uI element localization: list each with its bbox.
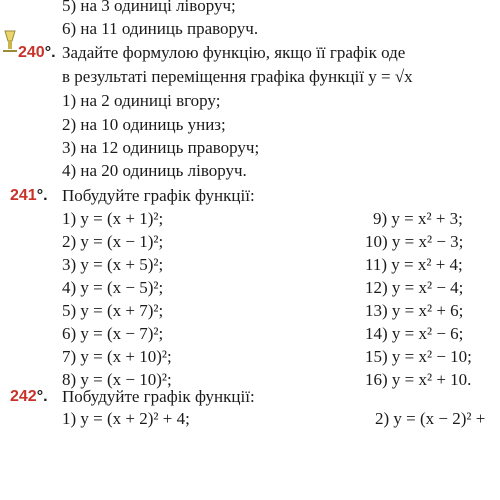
exercise-242-number: 242°. <box>10 388 48 405</box>
exercise-242-title: Побудуйте графік функції: <box>62 387 255 406</box>
exercise-241-right-item: 9) y = x² + 3; <box>373 209 463 228</box>
exercise-241-left-item: 7) y = (x + 10)²; <box>62 347 172 366</box>
exercise-241-right-item: 12) y = x² − 4; <box>365 278 464 297</box>
exercise-241-left-item: 3) y = (x + 5)²; <box>62 255 164 274</box>
exercise-241-right-item: 14) y = x² − 6; <box>365 324 464 343</box>
exercise-241-left-item: 1) y = (x + 1)²; <box>62 209 164 228</box>
exercise-241-left-item: 5) y = (x + 7)²; <box>62 301 164 320</box>
exercise-241-right-item: 16) y = x² + 10. <box>365 370 472 389</box>
prev-item-6: 6) на 11 одиниць праворуч. <box>62 19 259 38</box>
exercise-241-title: Побудуйте графік функції: <box>62 186 255 205</box>
exercise-240-item-4: 4) на 20 одиниць ліворуч. <box>62 161 247 180</box>
lamp-icon <box>2 29 18 55</box>
exercise-240-item-1: 1) на 2 одиниці вгору; <box>62 91 221 110</box>
exercise-240-text-line1: Задайте формулою функцію, якщо її графік оде <box>62 43 406 62</box>
exercise-241-left-item: 2) y = (x − 1)²; <box>62 232 164 251</box>
exercise-241-left-item: 6) y = (x − 7)²; <box>62 324 164 343</box>
exercise-241-right-item: 11) y = x² + 4; <box>365 255 463 274</box>
prev-item-5: 5) на 3 одиниці ліворуч; <box>62 0 236 15</box>
exercise-241-right-item: 15) y = x² − 10; <box>365 347 472 366</box>
exercise-242-item-1: 1) y = (x + 2)² + 4; <box>62 409 190 428</box>
exercise-240-item-2: 2) на 10 одиниць униз; <box>62 115 226 134</box>
exercise-241-right-item: 13) y = x² + 6; <box>365 301 464 320</box>
exercise-240-item-3: 3) на 12 одиниць праворуч; <box>62 138 260 157</box>
exercise-241-left-item: 8) y = (x − 10)²; <box>62 370 172 389</box>
exercise-240-text-line2: в результаті переміщення графіка функції y = √x <box>62 67 413 86</box>
exercise-242-item-2: 2) y = (x − 2)² + <box>375 409 486 428</box>
exercise-241-left-item: 4) y = (x − 5)²; <box>62 278 164 297</box>
exercise-241-number: 241°. <box>10 187 48 204</box>
exercise-240-number: 240°. <box>18 44 56 61</box>
exercise-241-right-item: 10) y = x² − 3; <box>365 232 464 251</box>
